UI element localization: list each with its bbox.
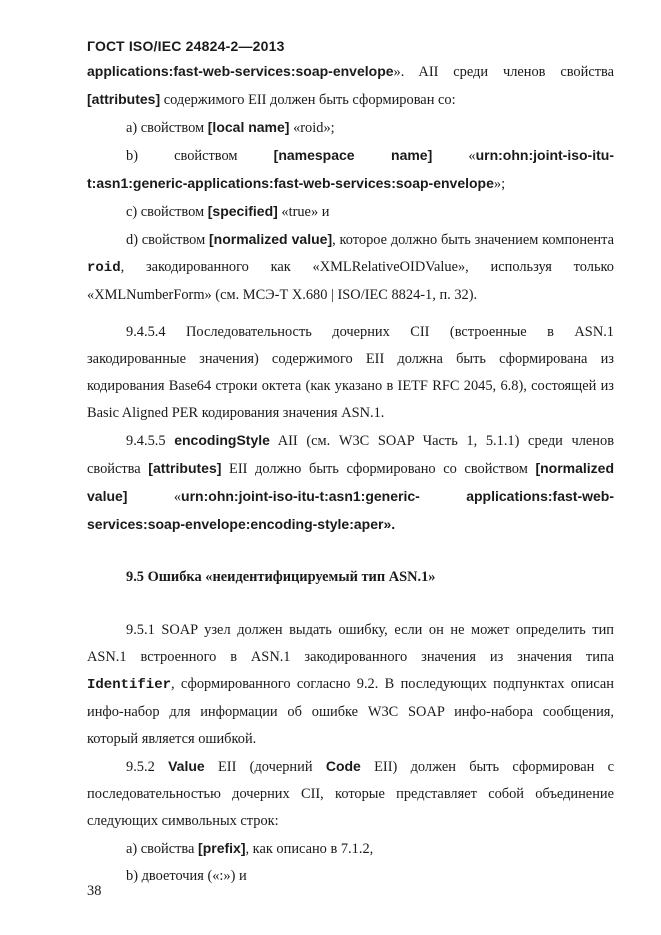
list-item-a: а) свойством [local name] «roid»;	[126, 119, 335, 136]
property-normalized-value: [normalized value]	[208, 231, 333, 247]
property-local-name: [local name]	[207, 119, 290, 135]
uri-soap-envelope: applications:fast-web-services:soap-envelope	[87, 63, 394, 79]
list-item-d: d) свойством [normalized value], которое должно быть значением компонента roid, закодированного как «XMLRelativeOIDValue», используя только «XMLNumberForm» (см. МСЭ-Т X.680 | ISO/IEC 8824-1, п. 32).	[87, 231, 614, 303]
element-code: Code	[325, 758, 361, 774]
property-namespace-name: [namespace name]	[273, 147, 433, 163]
uri-encoding-style-part1: urn:ohn:joint-iso-itu-t:asn1:generic-	[181, 488, 420, 504]
page-number: 38	[87, 883, 102, 899]
property-prefix: [prefix]	[198, 840, 246, 856]
document-header: ГОСТ ISO/IEC 24824-2—2013	[87, 38, 285, 54]
section-heading-9-5: 9.5 Ошибка «неидентифицируемый тип ASN.1»	[126, 569, 436, 585]
uri-encoding-style-part2: applications:fast-web-services:soap-envelope:encoding-style:aper	[87, 488, 614, 532]
property-attributes: [attributes]	[148, 460, 222, 476]
page-body	[87, 58, 614, 890]
property-specified: [specified]	[207, 203, 278, 219]
paragraph-attributes-intro: applications:fast-web-services:soap-envelope». AII среди членов свойства [attributes] содержимого EII должен быть сформирован со:	[87, 63, 614, 108]
element-value: Value	[168, 758, 205, 774]
paragraph-9-4-5-4: 9.4.5.4 Последовательность дочерних CII (встроенные в ASN.1 закодированные значения) содержимого EII должна быть сформирована из кодирования Base64 строки октета (как указано в IETF RFC 2045, 6.8), состоящей из Basic Aligned PER кодирования значения ASN.1.	[87, 324, 614, 421]
list-item-b-continuation: t:asn1:generic-applications:fast-web-services:soap-envelope»;	[87, 175, 506, 192]
list-item-colon: b) двоеточия («:») и	[126, 868, 247, 884]
paragraph-9-5-1: 9.5.1 SOAP узел должен выдать ошибку, если он не может определить тип ASN.1 встроенного в ASN.1 закодированного значения из значения типа Identifier, сформированного согласно 9.2. В последующих подпунктах описан инфо-набор для информации об ошибке W3C SOAP инфо-набора сообщения, который является ошибкой.	[87, 622, 614, 747]
uri-namespace-part1: urn:ohn:joint-iso-itu-	[475, 147, 614, 163]
code-roid: roid	[87, 260, 121, 276]
list-item-prefix: а) свойства [prefix], как описано в 7.1.2,	[126, 840, 374, 857]
paragraph-9-4-5-5: 9.4.5.5 encodingStyle AII (см. W3C SOAP Часть 1, 5.1.1) среди членов свойства [attributes] EII должно быть сформировано со свойством [normalized value] «urn:ohn:joint-iso-itu-t:asn1:generic- applications:fast-web-services:soap-envelope:encoding-style:aper».	[87, 432, 615, 532]
code-identifier: Identifier	[87, 677, 172, 693]
paragraph-9-5-2: 9.5.2 Value EII (дочерний Code EII) должен быть сформирован с последовательностью дочерних CII, которые представляет собой объединение следующих символьных строк:	[87, 758, 615, 829]
uri-namespace-part2: t:asn1:generic-applications:fast-web-services:soap-envelope	[87, 175, 494, 191]
property-encoding-style: encodingStyle	[174, 432, 270, 448]
list-item-b: b) свойством [namespace name] «urn:ohn:joint-iso-itu-	[126, 147, 614, 164]
property-normalized-value: [normalized value]	[87, 460, 615, 504]
list-item-c: с) свойством [specified] «true» и	[126, 203, 330, 220]
property-attributes: [attributes]	[87, 91, 161, 107]
